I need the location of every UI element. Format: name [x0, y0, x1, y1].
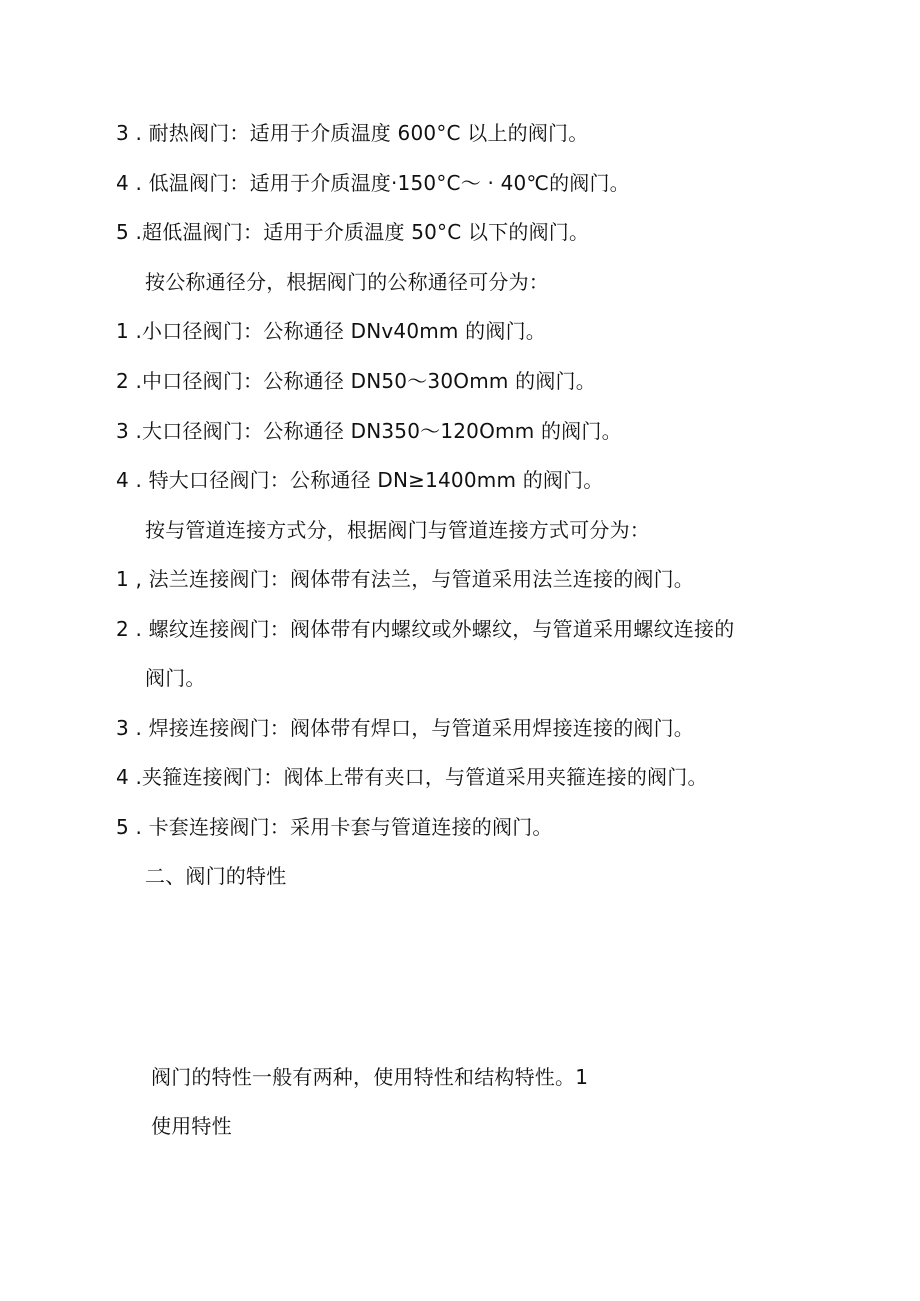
list-item: 1 .小口径阀门：公称通径 DNv40mm 的阀门。 [116, 319, 546, 343]
list-item: 4 . 特大口径阀门：公称通径 DN≥1400mm 的阀门。 [116, 468, 604, 492]
list-item: 3 .大口径阀门：公称通径 DN350～120Omm 的阀门。 [116, 419, 622, 443]
paragraph: 阀门的特性一般有两种，使用特性和结构特性。1 [151, 1065, 589, 1089]
list-item: 3 . 焊接连接阀门：阀体带有焊口，与管道采用焊接连接的阀门。 [116, 716, 694, 740]
section-intro: 按公称通径分，根据阀门的公称通径可分为： [145, 270, 549, 294]
list-item: 4 . 低温阀门：适用于介质温度·150°C～ · 40℃的阀门。 [116, 171, 630, 195]
list-item: 4 .夹箍连接阀门：阀体上带有夹口，与管道采用夹箍连接的阀门。 [116, 765, 708, 789]
section-heading: 二、阀门的特性 [145, 864, 287, 888]
list-item-continuation: 阀门。 [145, 666, 206, 690]
list-item: 2 . 螺纹连接阀门：阀体带有内螺纹或外螺纹，与管道采用螺纹连接的 [116, 617, 735, 641]
list-item: 5 .超低温阀门：适用于介质温度 50°C 以下的阀门。 [116, 220, 590, 244]
list-item: 5 . 卡套连接阀门：采用卡套与管道连接的阀门。 [116, 815, 553, 839]
list-item: 2 .中口径阀门：公称通径 DN50～30Omm 的阀门。 [116, 369, 596, 393]
section-intro: 按与管道连接方式分，根据阀门与管道连接方式可分为： [145, 518, 650, 542]
list-item: 1 , 法兰连接阀门：阀体带有法兰，与管道采用法兰连接的阀门。 [116, 567, 694, 591]
list-item: 3 . 耐热阀门：适用于介质温度 600°C 以上的阀门。 [116, 121, 589, 145]
subsection-heading: 使用特性 [151, 1114, 232, 1138]
